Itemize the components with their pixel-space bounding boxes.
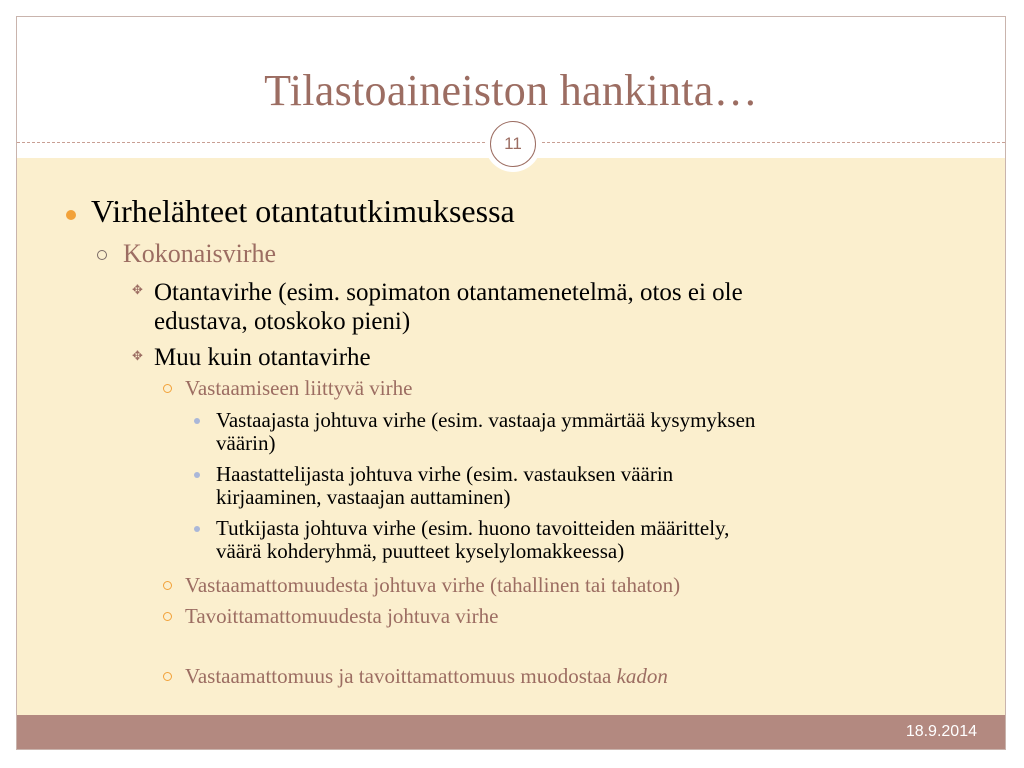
bullet-dot-icon bbox=[66, 210, 76, 220]
page-number: 11 bbox=[490, 121, 536, 167]
bullet-level3-line: edustava, otoskoko pieni) bbox=[154, 308, 411, 335]
bullet-level4: Tavoittamattomuudesta johtuva virhe bbox=[185, 604, 499, 628]
bullet-ring-small-icon bbox=[163, 672, 172, 681]
bullet-small-dot-icon bbox=[194, 418, 200, 424]
page-number-badge bbox=[485, 116, 541, 172]
bullet-level4-text: Vastaamattomuus ja tavoittamattomuus muodostaa bbox=[185, 664, 617, 688]
bullet-level4: Vastaamiseen liittyvä virhe bbox=[185, 376, 413, 400]
slide-title: Tilastoaineiston hankinta… bbox=[264, 66, 758, 115]
bullet-level3-line: Muu kuin otantavirhe bbox=[154, 344, 371, 371]
bullet-level1: Virhelähteet otantatutkimuksessa bbox=[91, 193, 515, 229]
bullet-level3-line: Otantavirhe (esim. sopimaton otantamenetelmä, otos ei ole bbox=[154, 279, 743, 306]
bullet-level5-line: Vastaajasta johtuva virhe (esim. vastaaja ymmärtää kysymyksen bbox=[216, 408, 756, 432]
bullet-ring-small-icon bbox=[163, 612, 172, 621]
bullet-level4: Vastaamattomuudesta johtuva virhe (tahallinen tai tahaton) bbox=[185, 573, 681, 597]
bullet-level2: Kokonaisvirhe bbox=[123, 239, 277, 268]
bullet-small-dot-icon bbox=[194, 472, 200, 478]
footer-date: 18.9.2014 bbox=[905, 723, 977, 740]
bullet-ring-small-icon bbox=[163, 384, 172, 393]
bullet-level5-line: väärä kohderyhmä, puutteet kyselylomakkeessa) bbox=[216, 539, 625, 563]
bullet-ring-icon bbox=[97, 250, 107, 260]
bullet-level5-line: Tutkijasta johtuva virhe (esim. huono tavoitteiden määrittely, bbox=[216, 516, 730, 540]
bullet-small-dot-icon bbox=[194, 526, 200, 532]
bullet-level5-line: väärin) bbox=[216, 431, 276, 455]
slide-frame bbox=[16, 16, 1006, 750]
bullet-emphasis: kadon bbox=[616, 664, 668, 688]
bullet-ring-small-icon bbox=[163, 581, 172, 590]
bullet-level5-line: kirjaaminen, vastaajan auttaminen) bbox=[216, 485, 511, 509]
bullet-star-icon: ✥ bbox=[132, 349, 143, 364]
bullet-level5-line: Haastattelijasta johtuva virhe (esim. vastauksen väärin bbox=[216, 462, 674, 486]
footer-bar bbox=[17, 715, 1005, 749]
bullet-star-icon: ✥ bbox=[132, 283, 143, 298]
bullet-level4-with-emphasis bbox=[185, 664, 668, 689]
